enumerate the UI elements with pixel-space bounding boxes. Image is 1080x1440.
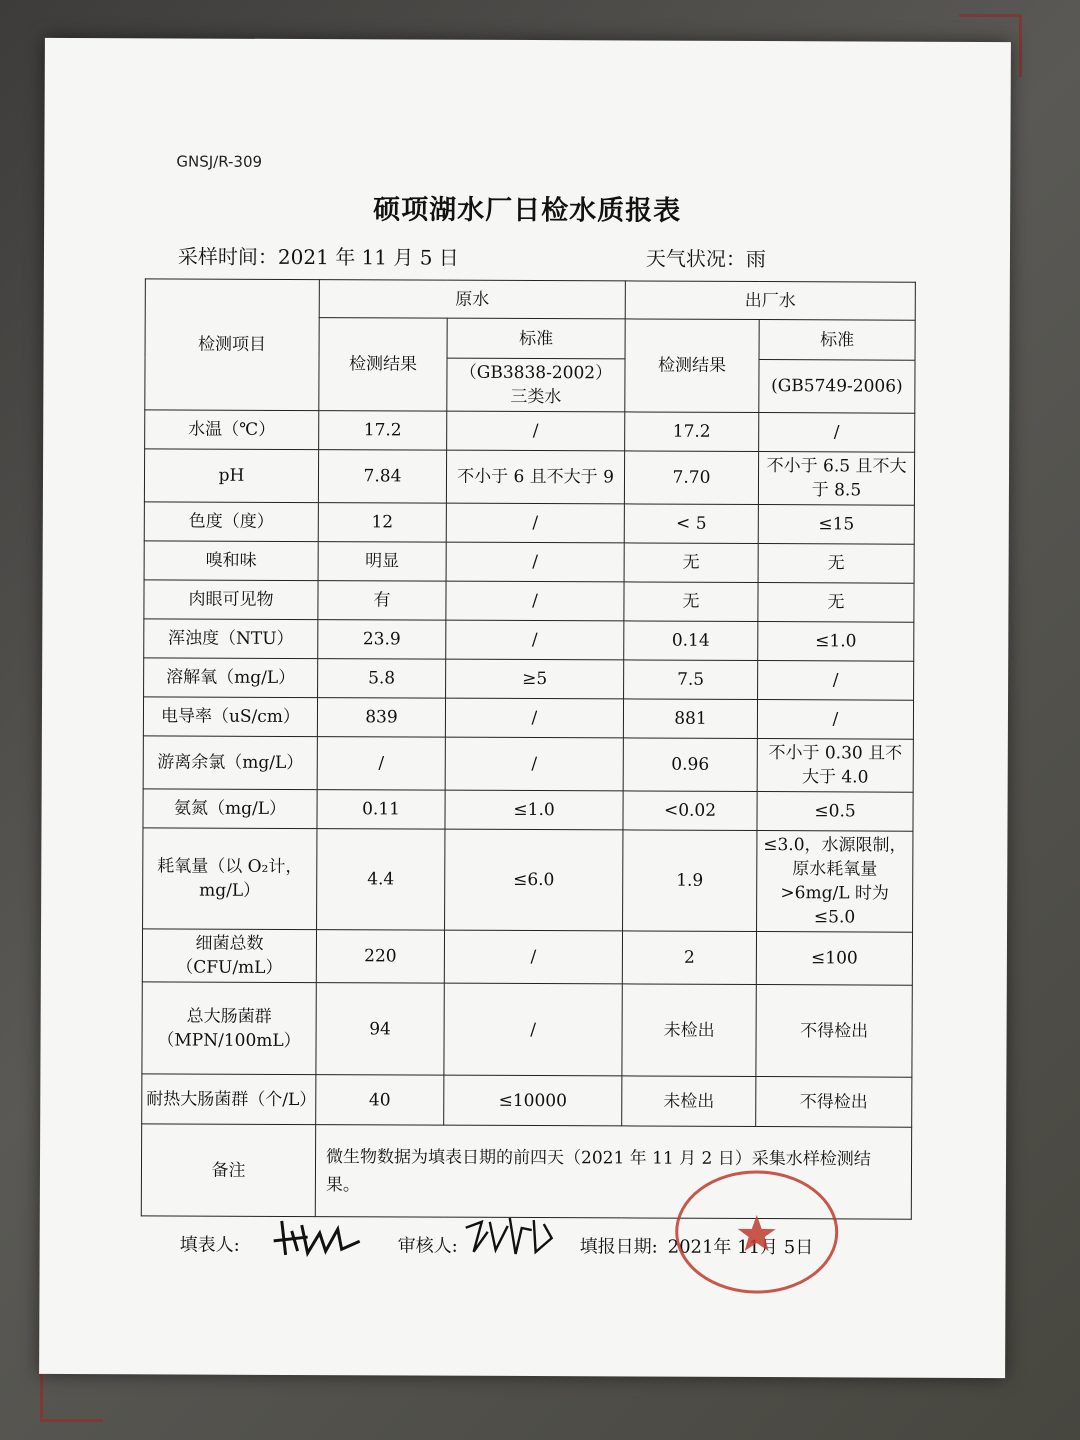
header-raw-water: 原水 — [319, 280, 625, 319]
plant-standard: ≤15 — [758, 505, 914, 545]
row-item: 色度（度） — [144, 502, 318, 542]
raw-result: / — [317, 737, 445, 791]
row-item: 电导率（uS/cm） — [143, 697, 317, 737]
plant-result: 7.5 — [624, 660, 758, 700]
plant-standard-code: (GB5749-2006) — [759, 360, 915, 414]
raw-standard: ≤6.0 — [445, 829, 623, 931]
plant-result: 1.9 — [623, 830, 757, 932]
plant-result: 未检出 — [622, 984, 756, 1077]
plant-standard: 不得检出 — [756, 985, 912, 1078]
plant-result: <0.02 — [623, 791, 757, 831]
plant-result: 未检出 — [622, 1076, 756, 1127]
plant-standard: / — [759, 413, 915, 453]
plant-result: 2 — [622, 931, 756, 985]
raw-result: 839 — [317, 698, 445, 738]
plant-standard: ≤0.5 — [757, 792, 913, 832]
raw-standard: ≥5 — [446, 659, 624, 699]
plant-result: 0.96 — [623, 738, 757, 792]
row-item: pH — [144, 449, 318, 503]
row-item: 肉眼可见物 — [144, 580, 318, 620]
row-item: 浑浊度（NTU） — [144, 619, 318, 659]
raw-standard: / — [444, 930, 622, 984]
row-item: 氨氮（mg/L） — [143, 789, 317, 829]
page-title: 硕项湖水厂日检水质报表 — [373, 194, 682, 227]
plant-result: 0.14 — [624, 621, 758, 661]
date-label: 填报日期: — [579, 1236, 658, 1258]
remarks-label: 备注 — [141, 1124, 315, 1217]
raw-result: 220 — [316, 930, 444, 984]
header-raw-standard: 标准 — [447, 318, 625, 359]
header-item: 检测项目 — [145, 279, 320, 411]
water-quality-table — [141, 278, 916, 1219]
raw-result: 17.2 — [319, 411, 447, 451]
header-plant-result: 检测结果 — [625, 319, 759, 413]
row-item: 细菌总数（CFU/mL） — [142, 929, 316, 983]
raw-standard: / — [444, 983, 622, 1076]
plant-standard: 不小于 6.5 且不大于 8.5 — [758, 452, 914, 506]
plant-result: 17.2 — [625, 412, 759, 452]
plant-standard: 不得检出 — [756, 1077, 912, 1128]
filler-label: 填表人: — [179, 1234, 240, 1256]
row-item: 嗅和味 — [144, 541, 318, 581]
plant-standard: / — [757, 700, 913, 740]
row-item: 耐热大肠菌群（个/L） — [142, 1074, 316, 1125]
raw-standard: 不小于 6 且不大于 9 — [446, 450, 624, 504]
reviewer-label: 审核人: — [397, 1235, 458, 1257]
reviewer-signature — [460, 1208, 560, 1262]
raw-result: 有 — [318, 581, 446, 621]
raw-standard: / — [446, 620, 624, 660]
report-sheet — [39, 38, 1011, 1378]
plant-standard: 不小于 0.30 且不大于 4.0 — [757, 739, 913, 793]
raw-standard: / — [447, 411, 625, 451]
raw-standard: / — [446, 542, 624, 582]
plant-standard: ≤1.0 — [758, 622, 914, 662]
sampling-time: 采样时间：2021 年 11 月 5 日 — [177, 244, 459, 270]
raw-standard: ≤1.0 — [445, 790, 623, 830]
report-date: 2021年 11月 5日 — [667, 1236, 814, 1259]
raw-result: 94 — [316, 983, 444, 1076]
plant-result: 881 — [623, 699, 757, 739]
raw-result: 0.11 — [317, 790, 445, 830]
row-item: 耗氧量（以 O₂计，mg/L） — [143, 828, 317, 930]
remarks-text: 微生物数据为填表日期的前四天（2021 年 11 月 2 日）采集水样检测结果。 — [315, 1125, 911, 1220]
raw-result: 12 — [318, 503, 446, 543]
header-raw-result: 检测结果 — [319, 318, 447, 412]
weather: 天气状况：雨 — [645, 246, 767, 272]
plant-result: 7.70 — [624, 451, 758, 505]
plant-standard: 无 — [758, 544, 914, 584]
plant-result: < 5 — [624, 504, 758, 544]
raw-standard: / — [446, 503, 624, 543]
filler-signature — [268, 1211, 368, 1261]
official-seal — [671, 1167, 842, 1298]
row-item: 溶解氧（mg/L） — [144, 658, 318, 698]
header-plant-standard: 标准 — [759, 320, 915, 361]
raw-standard: / — [445, 737, 623, 791]
raw-standard: ≤10000 — [444, 1075, 622, 1126]
raw-standard-code: （GB3838-2002）三类水 — [447, 358, 625, 412]
raw-standard: / — [446, 581, 624, 621]
raw-result: 40 — [316, 1075, 444, 1126]
raw-result: 5.8 — [318, 659, 446, 699]
raw-result: 4.4 — [317, 829, 445, 931]
raw-result: 明显 — [318, 542, 446, 582]
plant-standard: ≤100 — [756, 932, 912, 986]
raw-standard: / — [445, 698, 623, 738]
raw-result: 7.84 — [318, 450, 446, 504]
header-plant-water: 出厂水 — [625, 281, 915, 320]
plant-standard: / — [758, 661, 914, 701]
plant-standard: 无 — [758, 583, 914, 623]
plant-result: 无 — [624, 582, 758, 622]
plant-standard: ≤3.0，水源限制，原水耗氧量>6mg/L 时为≤5.0 — [757, 831, 913, 933]
row-item: 总大肠菌群（MPN/100mL） — [142, 982, 316, 1075]
row-item: 游离余氯（mg/L） — [143, 736, 317, 790]
document-code: GNSJ/R-309 — [176, 152, 263, 171]
plant-result: 无 — [624, 543, 758, 583]
row-item: 水温（℃） — [145, 410, 319, 450]
raw-result: 23.9 — [318, 620, 446, 660]
